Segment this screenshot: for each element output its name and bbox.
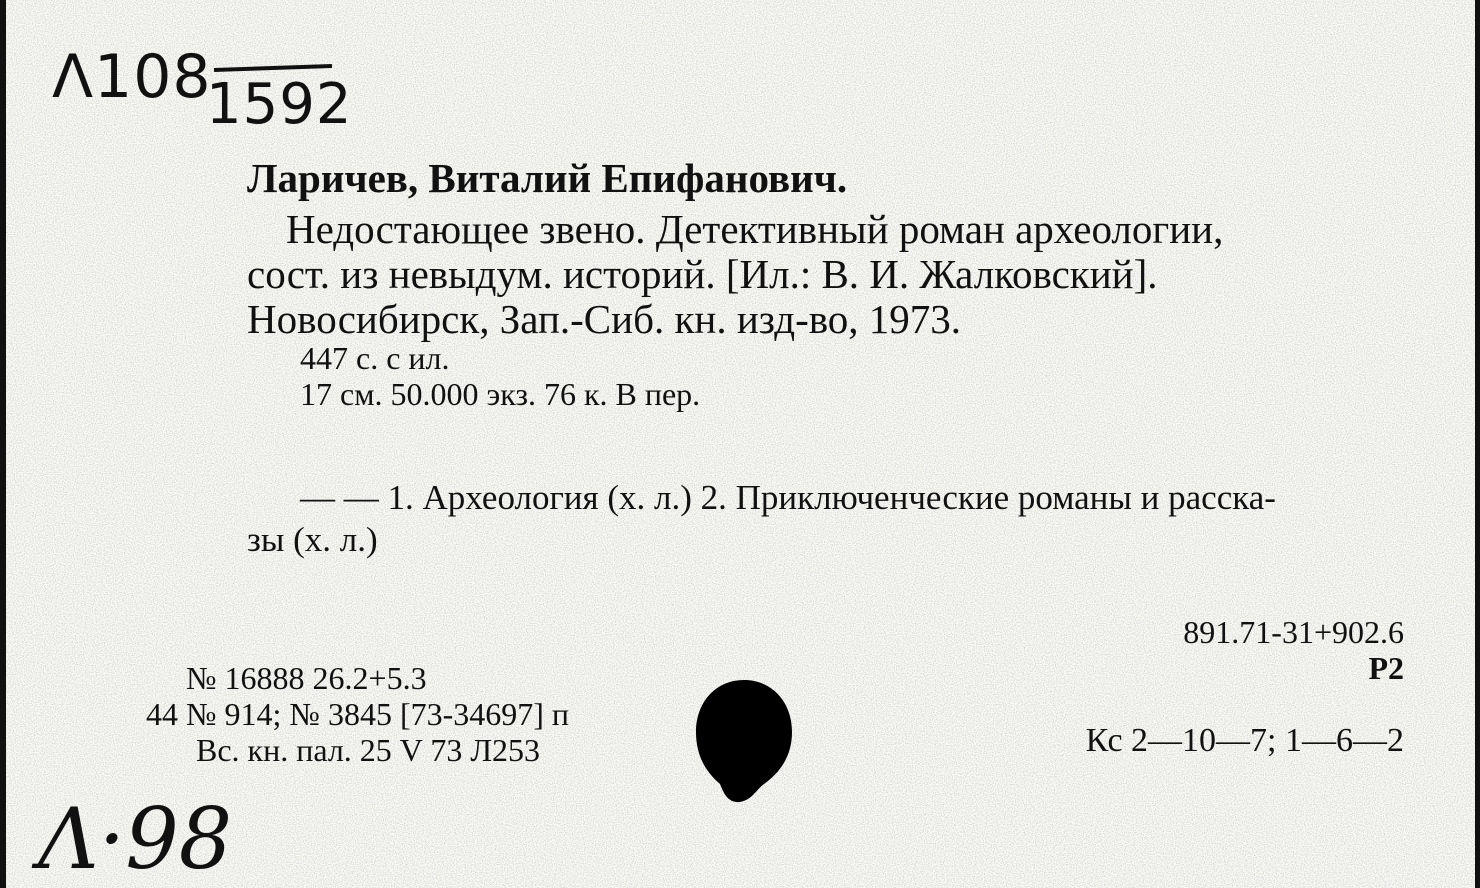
handwritten-shelf-code: Λ108 <box>52 42 212 112</box>
handwritten-shelf-number: 1592 <box>206 72 353 137</box>
author-mark: Р2 <box>1368 650 1404 686</box>
registry-line: 44 № 914; № 3845 [73-34697] п <box>146 696 570 732</box>
physical-description-line: 17 см. 50.000 экз. 76 к. В пер. <box>300 376 701 412</box>
author-heading: Ларичев, Виталий Епифанович. <box>247 155 848 201</box>
classification-code: 891.71-31+902.6 <box>1183 614 1404 650</box>
handwritten-bottom-mark: Λ·98 <box>38 790 233 888</box>
subject-headings-line: зы (х. л.) <box>247 520 378 559</box>
subject-headings-line: — — 1. Археология (х. л.) 2. Приключенческие романы и расска- <box>300 478 1276 517</box>
physical-description-line: 447 с. с ил. <box>300 340 450 376</box>
description-line: Новосибирск, Зап.-Сиб. кн. изд-во, 1973. <box>247 296 962 342</box>
card-punch-hole <box>694 676 794 806</box>
description-line: сост. из невыдум. историй. [Ил.: В. И. Жалковский]. <box>247 251 1158 297</box>
card-right-edge <box>1475 0 1480 888</box>
registry-line: № 16888 26.2+5.3 <box>186 660 427 696</box>
description-line: Недостающее звено. Детективный роман археологии, <box>286 206 1224 252</box>
registry-line: Вс. кн. пал. 25 V 73 Л253 <box>196 732 541 768</box>
kc-code: Кс 2—10—7; 1—6—2 <box>1085 722 1404 759</box>
card-left-edge <box>0 0 6 888</box>
